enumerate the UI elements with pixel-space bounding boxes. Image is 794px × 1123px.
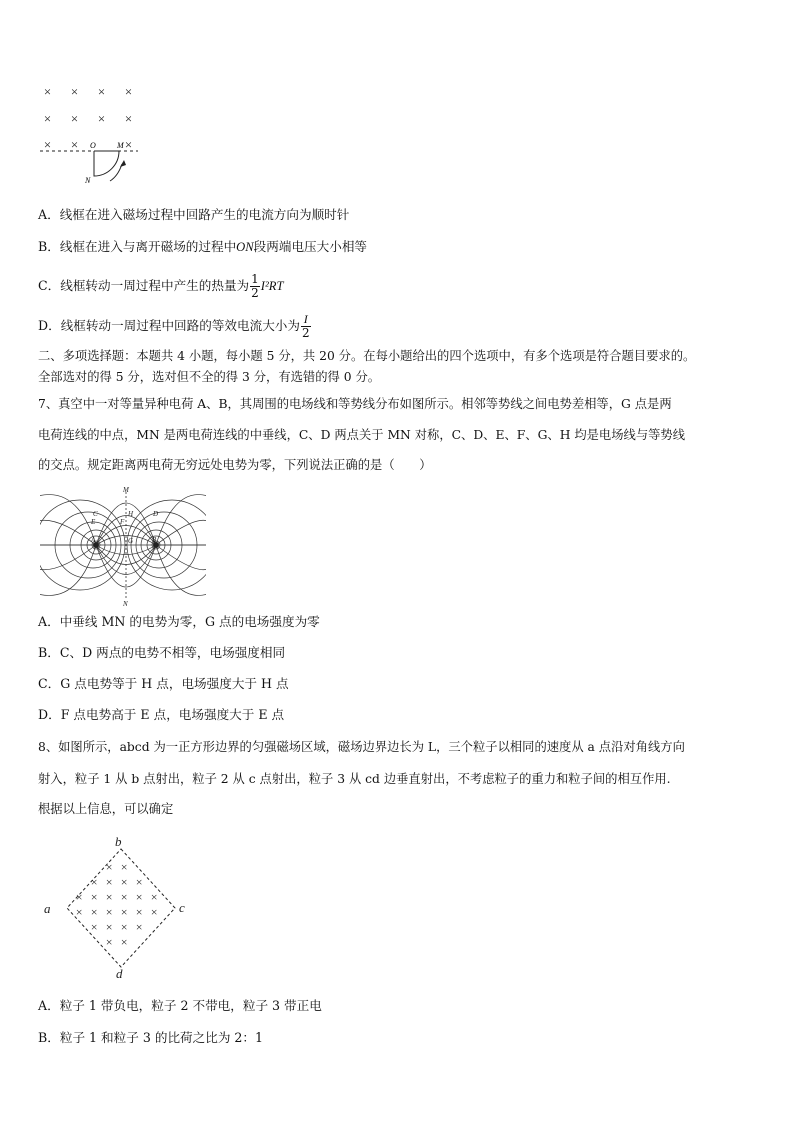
svg-text:F: F	[120, 518, 125, 526]
svg-text:×: ×	[105, 860, 114, 874]
svg-text:×: ×	[120, 935, 129, 949]
svg-text:×: ×	[75, 905, 84, 919]
svg-text:×: ×	[135, 890, 144, 904]
figure-square-field	[38, 835, 188, 980]
svg-text:×: ×	[150, 890, 159, 904]
svg-text:×: ×	[90, 875, 99, 889]
svg-text:×: ×	[135, 905, 144, 919]
section2-line1: 二、多项选择题：本题共 4 小题，每小题 5 分，共 20 分。在每小题给出的四个选项中，有多个选项是符合题目要求的。	[38, 349, 696, 363]
svg-text:×: ×	[97, 84, 106, 99]
svg-text:×: ×	[43, 111, 52, 126]
label-m: M	[117, 141, 124, 150]
svg-text:B: B	[152, 536, 157, 544]
svg-text:×: ×	[135, 920, 144, 934]
q6-option-b: B．线框在进入与离开磁场的过程中ON段两端电压大小相等	[38, 239, 368, 254]
svg-text:×: ×	[43, 137, 52, 152]
svg-text:M: M	[123, 486, 129, 494]
q7-option-b: B．C、D 两点的电势不相等，电场强度相同	[38, 645, 286, 660]
svg-text:×: ×	[70, 84, 79, 99]
svg-text:A: A	[91, 536, 96, 544]
svg-text:H: H	[128, 510, 134, 518]
svg-text:×: ×	[90, 890, 99, 904]
vertex-b: b	[115, 834, 122, 849]
svg-text:×: ×	[124, 84, 133, 99]
svg-text:×: ×	[105, 875, 114, 889]
svg-text:×: ×	[70, 111, 79, 126]
quarter-circle-frame	[94, 151, 119, 176]
figure-rotating-frame	[38, 84, 148, 184]
svg-text:×: ×	[90, 920, 99, 934]
svg-text:×: ×	[105, 905, 114, 919]
figure-dipole-field	[38, 486, 208, 608]
rotation-arrow	[110, 164, 122, 181]
label-n: N	[85, 176, 91, 185]
svg-text:×: ×	[135, 875, 144, 889]
vertex-d: d	[116, 966, 123, 981]
q7-option-c: C．G 点电势等于 H 点，电场强度大于 H 点	[38, 676, 289, 691]
q8-option-a: A．粒子 1 带负电，粒子 2 不带电，粒子 3 带正电	[38, 998, 322, 1013]
section2-line2: 全部选对的得 5 分，选对但不全的得 3 分，有选错的得 0 分。	[38, 370, 381, 384]
svg-text:×: ×	[120, 905, 129, 919]
q7-stem-line2: 电荷连线的中点，MN 是两电荷连线的中垂线，C、D 两点关于 MN 对称，C、D、E、F、G、H 均是电场线与等势线	[38, 428, 686, 442]
svg-text:×: ×	[124, 111, 133, 126]
q6-option-a: A．线框在进入磁场过程中回路产生的电流方向为顺时针	[38, 207, 350, 222]
q8-option-b: B．粒子 1 和粒子 3 的比荷之比为 2：1	[38, 1030, 264, 1045]
svg-text:×: ×	[105, 890, 114, 904]
svg-text:×: ×	[105, 935, 114, 949]
svg-text:×: ×	[124, 137, 133, 152]
svg-text:×: ×	[75, 890, 84, 904]
svg-text:×: ×	[105, 920, 114, 934]
q7-stem-line3: 的交点。规定距离两电荷无穷远处电势为零，下列说法正确的是（ ）	[38, 458, 432, 472]
svg-text:×: ×	[90, 905, 99, 919]
svg-text:G: G	[128, 537, 134, 545]
svg-text:×: ×	[43, 84, 52, 99]
svg-text:×: ×	[120, 920, 129, 934]
q6-option-d: D．线框转动一周过程中回路的等效电流大小为 $\frac{I}{2}$	[38, 312, 310, 340]
svg-text:N: N	[123, 600, 128, 608]
q6-option-c: C．线框转动一周过程中产生的热量为 $\frac{1}{2}$ I²RT	[38, 272, 284, 300]
svg-text:×: ×	[70, 137, 79, 152]
q7-option-a: A．中垂线 MN 的电势为零，G 点的电场强度为零	[38, 614, 320, 629]
q8-stem-line1: 8、如图所示，abcd 为一正方形边界的匀强磁场区域，磁场边界边长为 L，三个粒子以相同的速度从 a 点沿对角线方向	[38, 740, 685, 754]
q8-stem-line2: 射入，粒子 1 从 b 点射出，粒子 2 从 c 点射出，粒子 3 从 cd 边垂直射出，不考虑粒子的重力和粒子间的相互作用.	[38, 772, 671, 786]
q7-stem-line1: 7、真空中一对等量异种电荷 A、B，其周围的电场线和等势线分布如图所示。相邻等势线之间电势差相等，G 点是两	[38, 397, 672, 411]
q7-option-d: D．F 点电势高于 E 点，电场强度大于 E 点	[38, 707, 285, 722]
field-crosses	[75, 860, 158, 949]
svg-text:×: ×	[120, 890, 129, 904]
svg-text:×: ×	[120, 875, 129, 889]
vertex-c: c	[179, 900, 185, 915]
svg-text:×: ×	[150, 905, 159, 919]
svg-text:C: C	[93, 510, 98, 518]
q8-stem-line3: 根据以上信息，可以确定	[38, 802, 174, 816]
label-o: O	[90, 141, 96, 150]
svg-text:×: ×	[97, 111, 106, 126]
svg-text:E: E	[91, 518, 96, 526]
svg-text:×: ×	[120, 860, 129, 874]
svg-text:D: D	[153, 510, 159, 518]
vertex-a: a	[44, 901, 51, 916]
